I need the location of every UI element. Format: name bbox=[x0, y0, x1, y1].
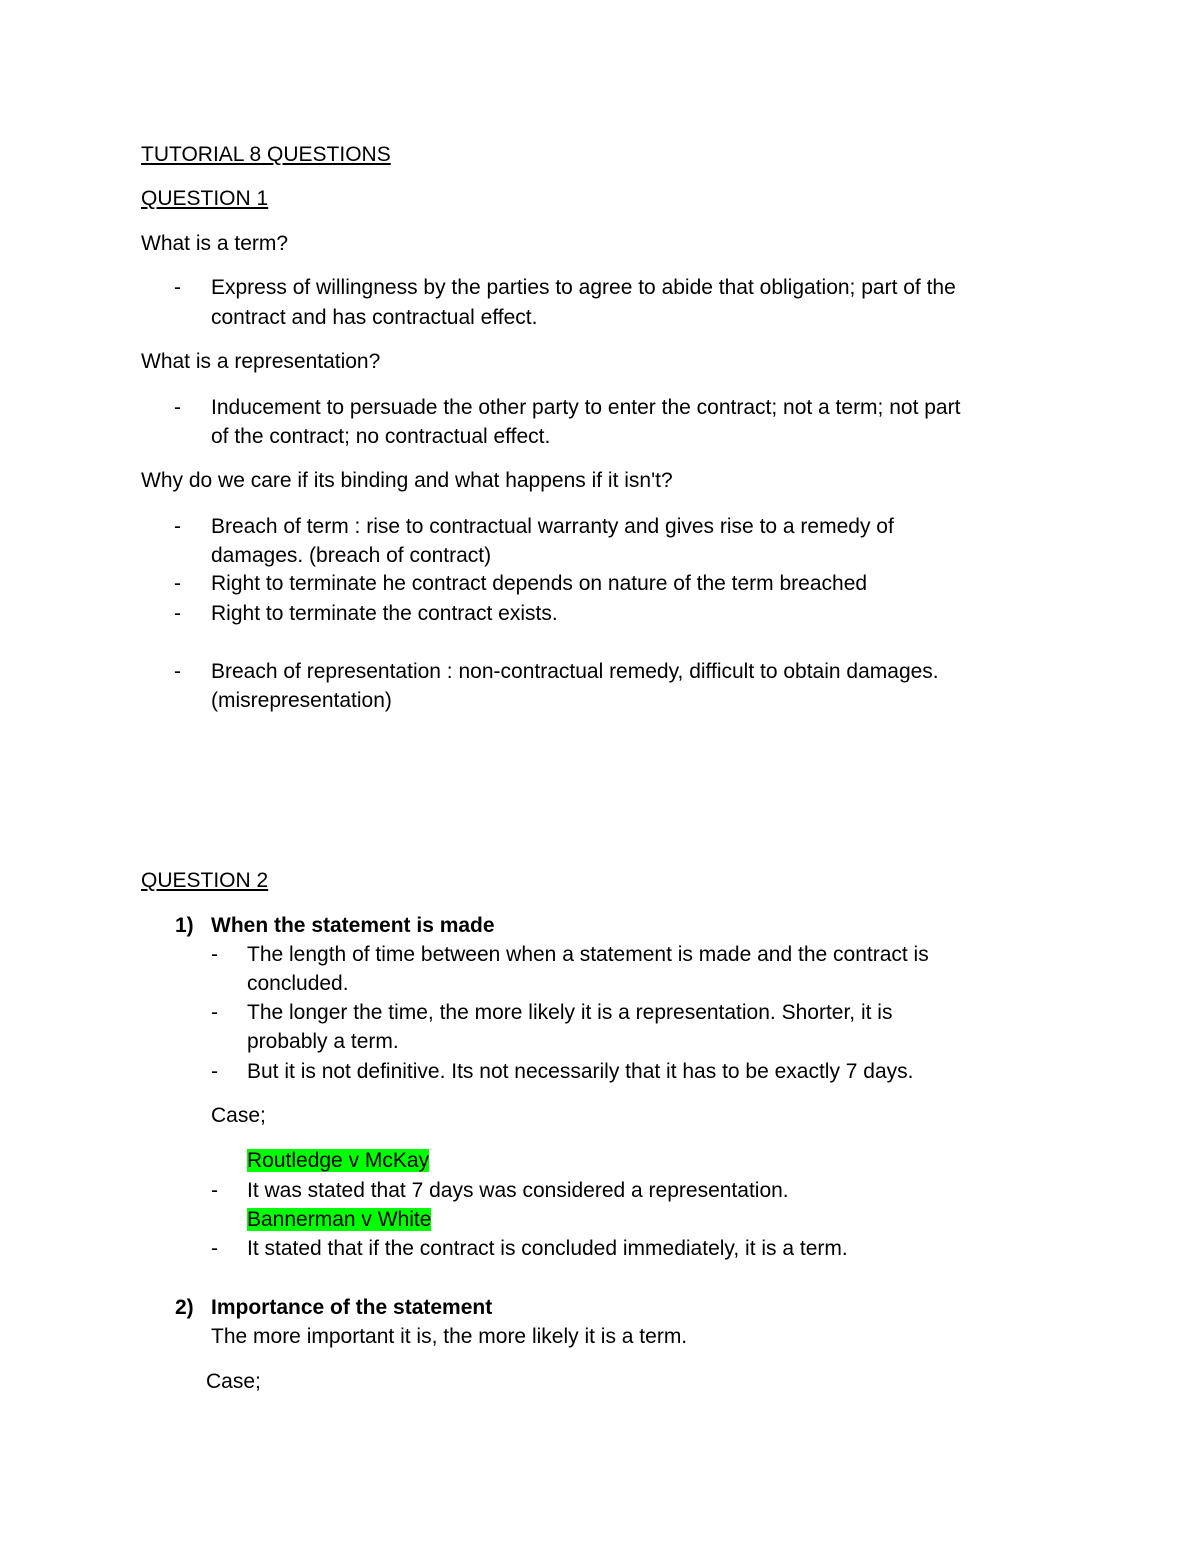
item-1-line-4: probably a term. bbox=[247, 1030, 399, 1053]
item-2-number: 2) bbox=[175, 1296, 194, 1319]
bullet-dash: - bbox=[211, 943, 218, 966]
bullet-dash: - bbox=[211, 1237, 218, 1260]
case-routledge-highlight: Routledge v McKay bbox=[247, 1149, 430, 1172]
document-title: TUTORIAL 8 QUESTIONS bbox=[141, 143, 391, 166]
item-2-title: Importance of the statement bbox=[211, 1296, 493, 1319]
term-question: What is a term? bbox=[141, 232, 289, 255]
representation-question: What is a representation? bbox=[141, 350, 381, 373]
question-1-heading: QUESTION 1 bbox=[141, 187, 269, 210]
item-1-line-3: The longer the time, the more likely it is a representation. Shorter, it is bbox=[247, 1001, 893, 1024]
representation-answer-line-2: of the contract; no contractual effect. bbox=[211, 425, 551, 448]
bullet-dash: - bbox=[174, 396, 181, 419]
item-1-title: When the statement is made bbox=[211, 914, 495, 937]
bullet-dash: - bbox=[174, 660, 181, 683]
item-1-line-2: concluded. bbox=[247, 972, 349, 995]
term-answer-line-1: Express of willingness by the parties to agree to abide that obligation; part of the bbox=[211, 276, 956, 299]
why-answer-line-2: damages. (breach of contract) bbox=[211, 544, 492, 567]
why-answer-line-5: Breach of representation : non-contractual remedy, difficult to obtain damages. bbox=[211, 660, 939, 683]
case-routledge bbox=[247, 1146, 429, 1175]
item-1-line-5: But it is not definitive. Its not necessarily that it has to be exactly 7 days. bbox=[247, 1060, 914, 1083]
question-2-heading: QUESTION 2 bbox=[141, 869, 269, 892]
bullet-dash: - bbox=[211, 1001, 218, 1024]
case-bannerman-highlight: Bannerman v White bbox=[247, 1208, 432, 1231]
item-2-case-label: Case; bbox=[206, 1370, 261, 1393]
bullet-dash: - bbox=[174, 572, 181, 595]
representation-answer-line-1: Inducement to persuade the other party to enter the contract; not a term; not part bbox=[211, 396, 961, 419]
bullet-dash: - bbox=[211, 1060, 218, 1083]
item-1-number: 1) bbox=[175, 914, 194, 937]
why-answer-line-4: Right to terminate the contract exists. bbox=[211, 602, 558, 625]
case-bannerman-note: It stated that if the contract is concluded immediately, it is a term. bbox=[247, 1237, 848, 1260]
item-1-line-1: The length of time between when a statement is made and the contract is bbox=[247, 943, 929, 966]
why-question: Why do we care if its binding and what happens if it isn't? bbox=[141, 469, 673, 492]
item-2-text: The more important it is, the more likely it is a term. bbox=[211, 1325, 688, 1348]
why-answer-line-6: (misrepresentation) bbox=[211, 689, 392, 712]
case-routledge-note: It was stated that 7 days was considered a representation. bbox=[247, 1179, 789, 1202]
term-answer-line-2: contract and has contractual effect. bbox=[211, 306, 538, 329]
why-answer-line-3: Right to terminate he contract depends on nature of the term breached bbox=[211, 572, 868, 595]
item-1-case-label: Case; bbox=[211, 1104, 266, 1127]
bullet-dash: - bbox=[211, 1179, 218, 1202]
case-bannerman bbox=[247, 1205, 431, 1234]
bullet-dash: - bbox=[174, 602, 181, 625]
bullet-dash: - bbox=[174, 276, 181, 299]
why-answer-line-1: Breach of term : rise to contractual warranty and gives rise to a remedy of bbox=[211, 515, 894, 538]
bullet-dash: - bbox=[174, 515, 181, 538]
